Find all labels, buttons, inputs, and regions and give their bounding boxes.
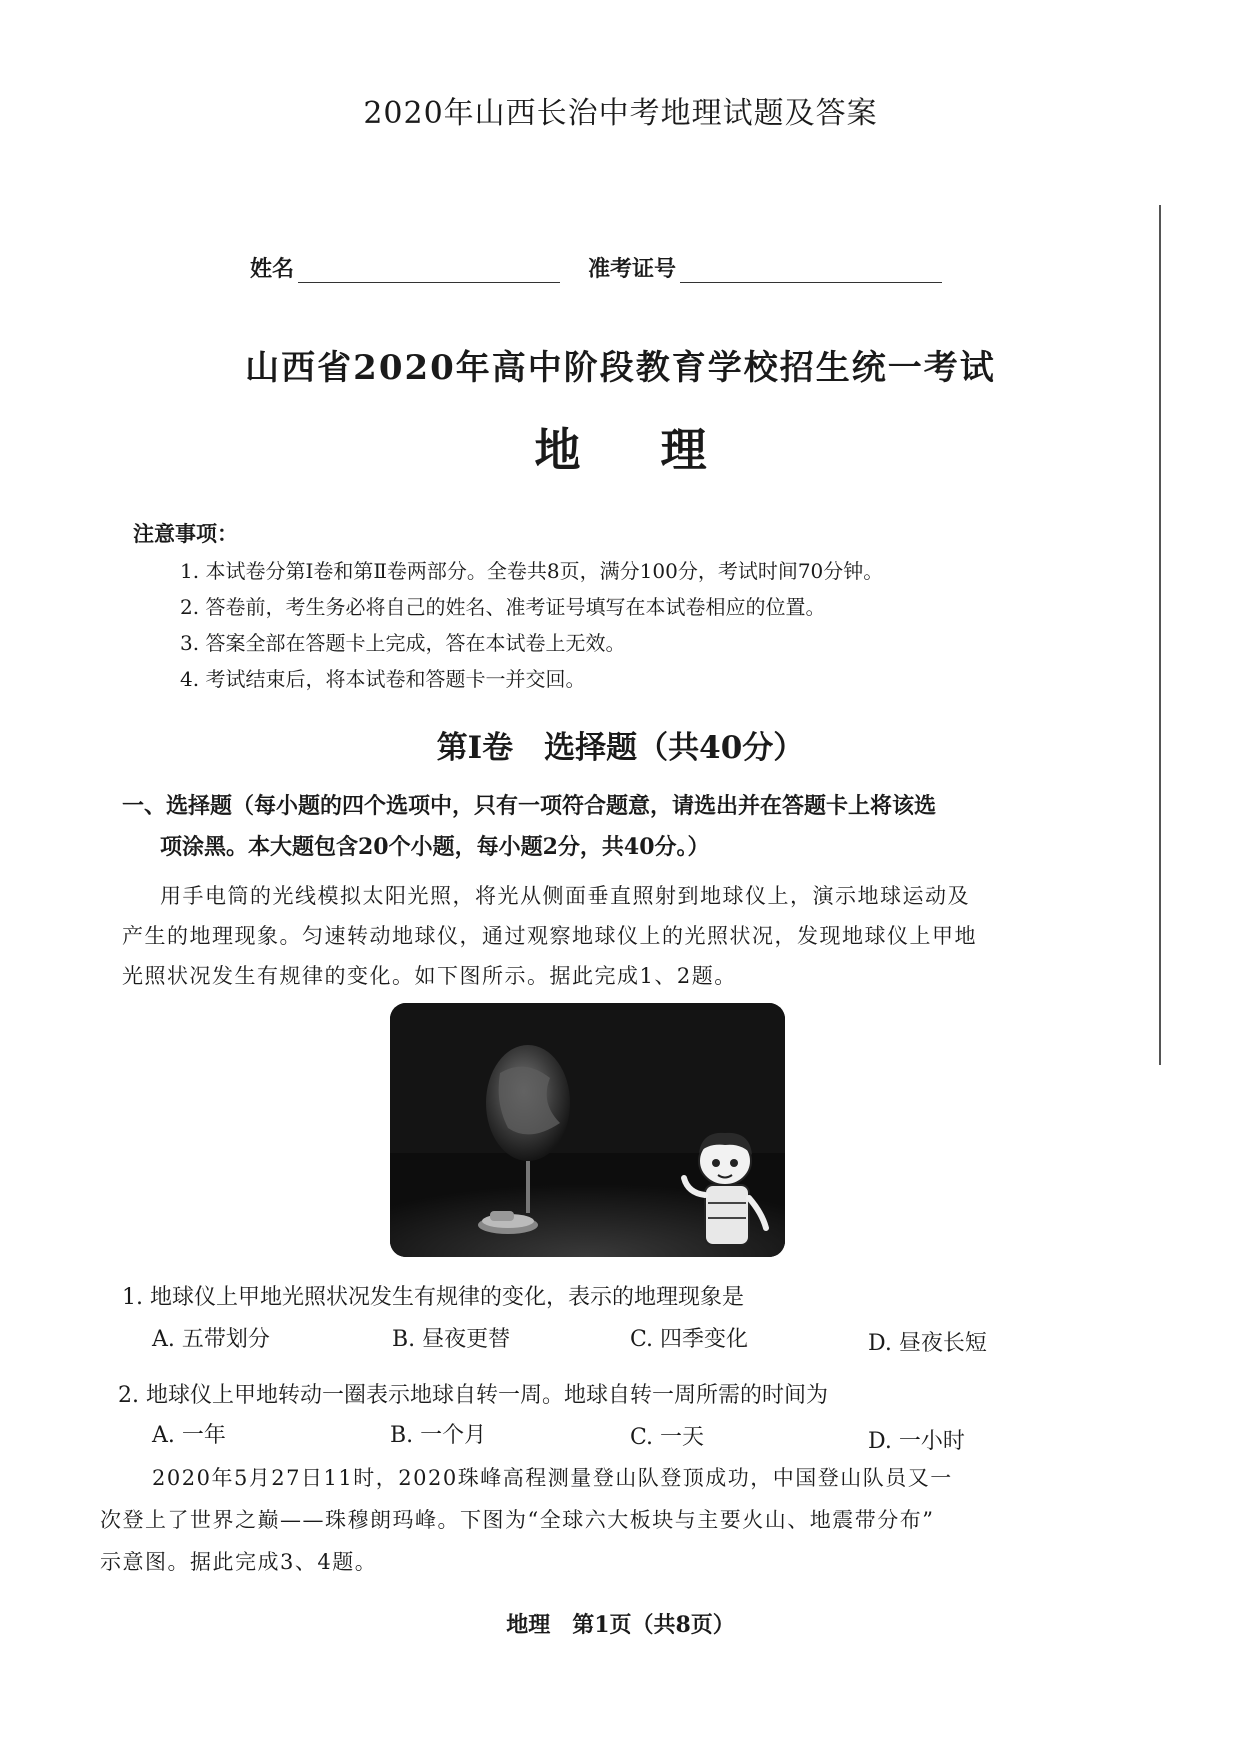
exam-title: 山西省2020年高中阶段教育学校招生统一考试 [245,348,996,388]
name-label: 姓名 [250,256,295,282]
notes-heading: 注意事项： [133,521,238,546]
name-field [250,252,560,283]
passage-line: 2020年5月27日11时，2020珠峰高程测量登山队登顶成功，中国登山队员又一 [152,1466,953,1490]
answer-option: C. 四季变化 [630,1327,749,1352]
passage-line: 产生的地理现象。匀速转动地球仪，通过观察地球仪上的光照状况，发现地球仪上甲地 [122,924,977,948]
globe-demo-photo [390,1003,785,1257]
passage-line: 次登上了世界之巅——珠穆朗玛峰。下图为“全球六大板块与主要火山、地震带分布” [100,1508,935,1532]
page-footer: 地理 第1页（共8页） [506,1612,735,1638]
answer-option: C. 一天 [630,1425,705,1450]
answer-option: B. 昼夜更替 [392,1327,511,1352]
answer-option: D. 一小时 [868,1429,965,1454]
passage-line: 光照状况发生有规律的变化。如下图所示。据此完成1、2题。 [122,964,737,988]
answer-option: A. 五带划分 [152,1327,270,1352]
name-blank-line [298,260,560,283]
note-item: 4. 考试结束后，将本试卷和答题卡一并交回。 [180,667,586,691]
exam-id-field [588,252,942,283]
document-title: 2020年山西长治中考地理试题及答案 [363,96,878,131]
note-item: 1. 本试卷分第Ⅰ卷和第Ⅱ卷两部分。全卷共8页，满分100分，考试时间70分钟。 [180,559,884,583]
instructions-line: 一、选择题（每小题的四个选项中，只有一项符合题意，请选出并在答题卡上将该选 [122,793,937,819]
answer-option: D. 昼夜长短 [868,1331,987,1356]
passage-line: 示意图。据此完成3、4题。 [100,1550,378,1574]
question-stem: 2. 地球仪上甲地转动一圈表示地球自转一周。地球自转一周所需的时间为 [118,1383,828,1408]
globe-demo-illustration [390,1003,785,1257]
question-stem: 1. 地球仪上甲地光照状况发生有规律的变化，表示的地理现象是 [122,1285,744,1310]
passage-line: 用手电筒的光线模拟太阳光照，将光从侧面垂直照射到地球仪上，演示地球运动及 [160,884,970,908]
exam-id-blank-line [680,260,942,283]
subject-title: 地理 [534,423,787,477]
instructions-line: 项涂黑。本大题包含20个小题，每小题2分，共40分。） [160,834,710,860]
section-title: 第Ⅰ卷 选择题（共40分） [436,730,805,766]
page-edge-rule [1159,205,1161,1065]
note-item: 2. 答卷前，考生务必将自己的姓名、准考证号填写在本试卷相应的位置。 [180,595,826,619]
answer-option: B. 一个月 [390,1423,487,1448]
answer-option: A. 一年 [152,1423,226,1448]
note-item: 3. 答案全部在答题卡上完成，答在本试卷上无效。 [180,631,626,655]
exam-id-label: 准考证号 [588,256,677,282]
